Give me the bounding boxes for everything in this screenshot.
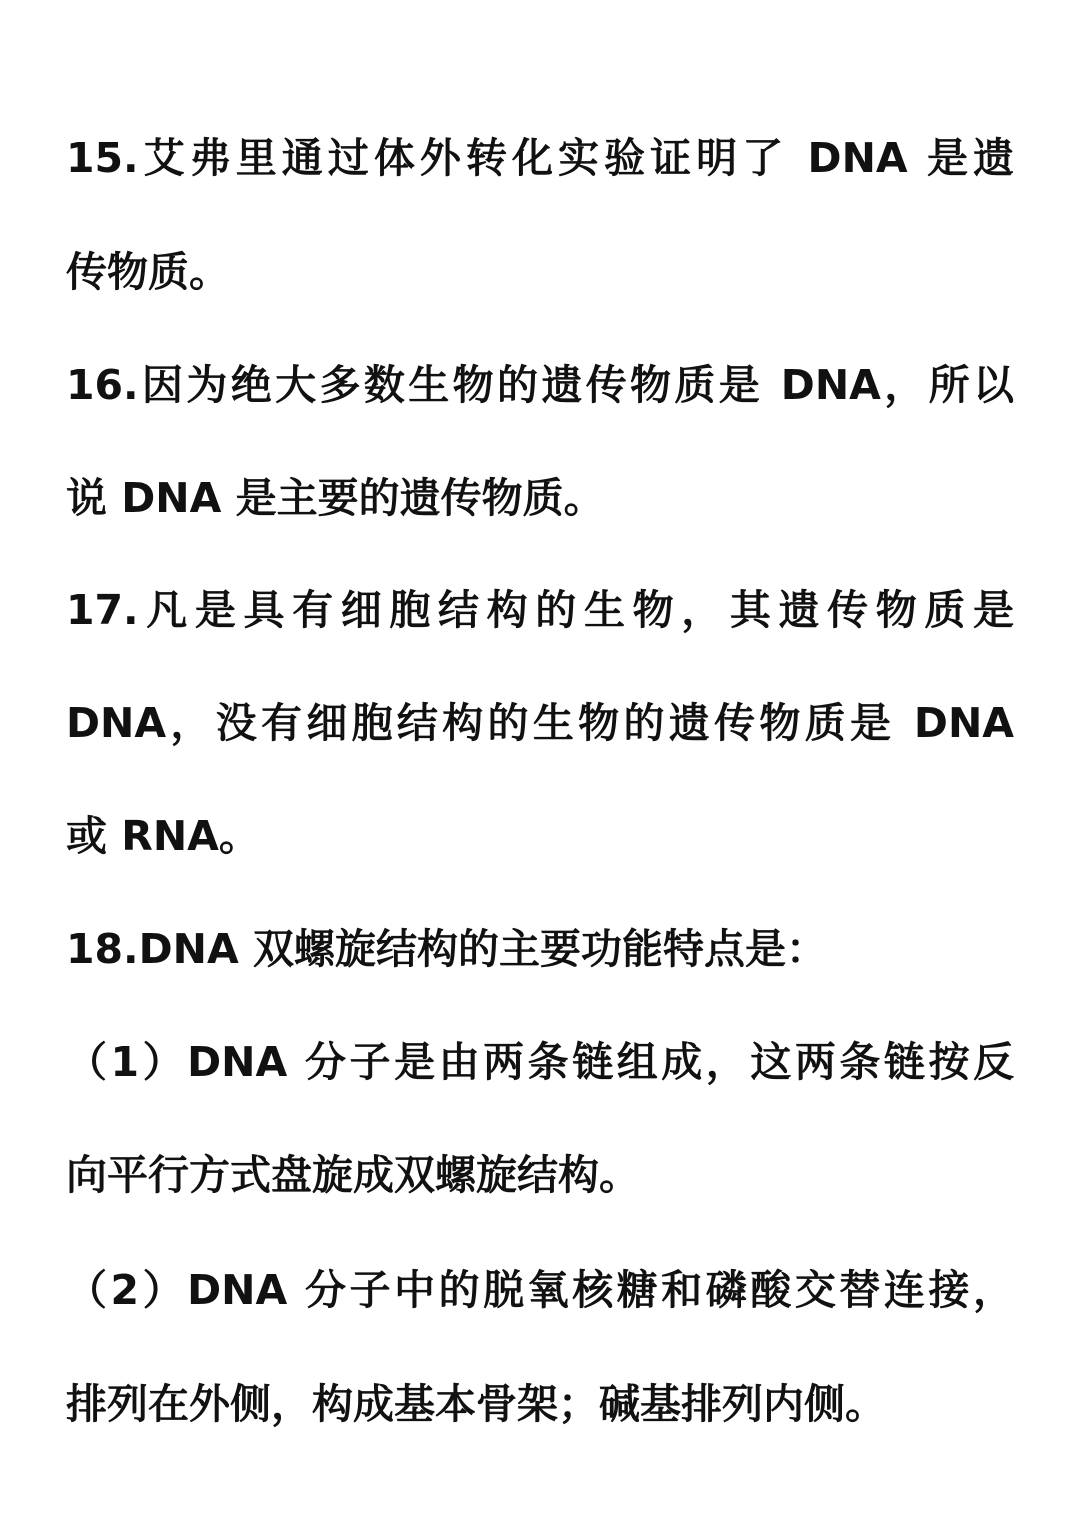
text-line-item17-part2: DNA，没有细胞结构的生物的遗传物质是 DNA <box>66 699 1014 747</box>
text-line-item18-heading: 18.DNA 双螺旋结构的主要功能特点是： <box>66 925 827 973</box>
text-line-point1-part2: 向平行方式盘旋成双螺旋结构。 <box>66 1151 640 1199</box>
text-line-item15-part1: 15.艾弗里通过体外转化实验证明了 DNA 是遗 <box>66 134 1014 182</box>
text-line-item17-part1: 17.凡是具有细胞结构的生物，其遗传物质是 <box>66 586 1014 634</box>
text-line-point1-part1: （1）DNA 分子是由两条链组成，这两条链按反 <box>66 1038 1014 1086</box>
text-line-item15-part2: 传物质。 <box>66 248 230 296</box>
text-line-point2-part1: （2）DNA 分子中的脱氧核糖和磷酸交替连接， <box>66 1266 1014 1314</box>
text-line-item17-part3: 或 RNA。 <box>66 812 260 860</box>
text-line-item16-part1: 16.因为绝大多数生物的遗传物质是 DNA，所以 <box>66 361 1014 409</box>
text-line-item16-part2: 说 DNA 是主要的遗传物质。 <box>66 474 605 522</box>
text-line-point2-part2: 排列在外侧，构成基本骨架；碱基排列内侧。 <box>66 1380 886 1428</box>
